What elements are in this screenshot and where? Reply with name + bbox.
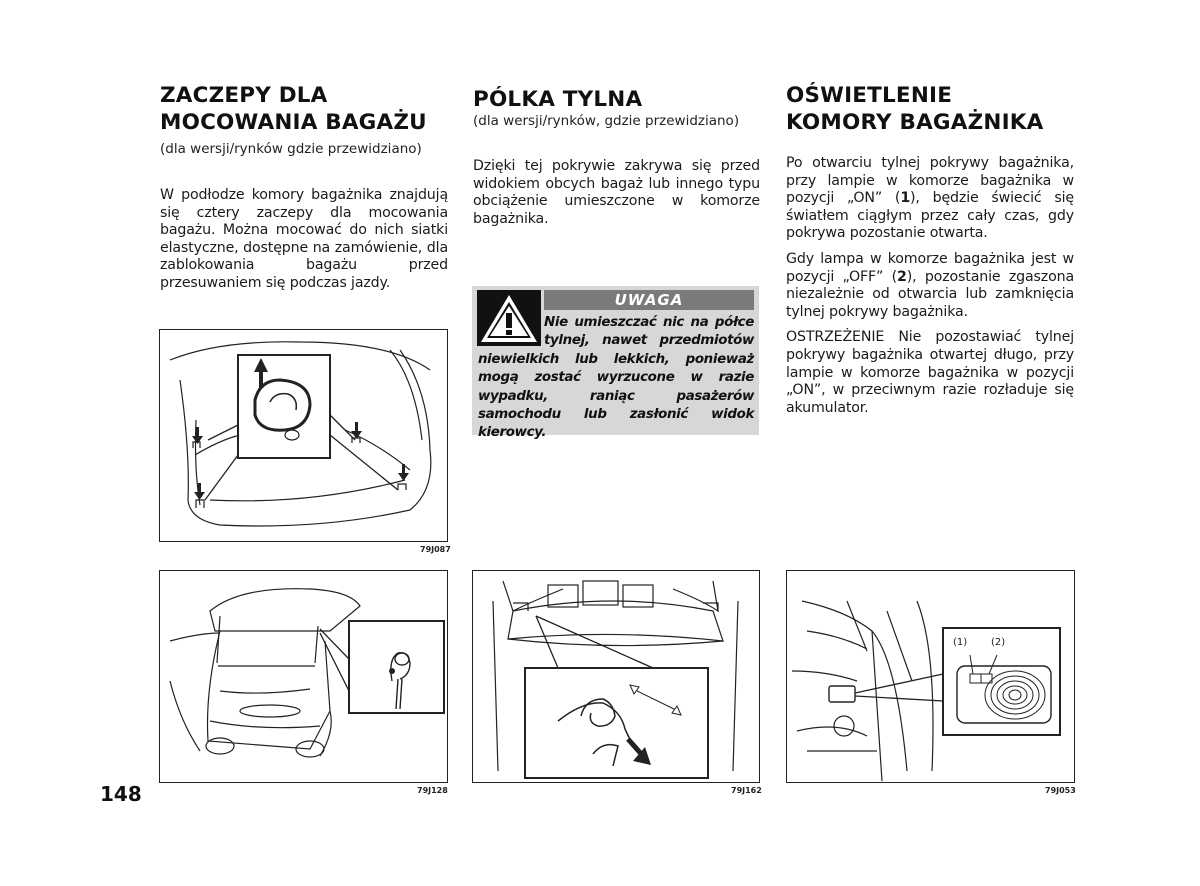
section-luggage-hooks [160,82,448,293]
paragraph-1-text-a: Po otwarciu tylnej pokrywy bagażnika, przy lampie w komorze bagażnika w pozycji „ON” ( [786,155,1074,207]
section-rear-shelf [473,82,760,228]
figure-trunk-lamp [786,570,1075,783]
section-trunk-light [786,82,1074,417]
section-subtitle: (dla wersji/rynków, gdzie przewidziano) [473,113,740,129]
page-number: 148 [100,782,142,806]
warning-text [478,314,754,443]
section-title-line1: OŚWIETLENIE [786,83,953,108]
paragraph-2-text-a: Gdy lampa w komorze bagażnika jest w pozycji „OFF” ( [786,250,1074,285]
figure-code: 79J162 [731,786,762,795]
warning-text-spacer [478,314,544,342]
paragraph-1 [786,155,1074,243]
figure-luggage-hooks [159,329,448,542]
lamp-position-2-label: (2) [991,637,1006,648]
trunk-lamp-illustration [787,571,1074,782]
paragraph-2-bold: 2 [896,268,907,285]
section-title: PÓLKA TYLNA [473,87,643,112]
paragraph-3: OSTRZEŻENIE Nie pozostawiać tylnej pokrywy bagażnika otwartej długo, przy lampie w komorze bagażnika w pozycji „ON”, w przeciwnym razie rozładuje się akumulator. [786,329,1074,416]
section-title-line2: MOCOWANIA BAGAŻU [160,110,427,135]
paragraph-2 [786,251,1074,321]
warning-label: UWAGA [544,290,754,310]
section-body: W podłodze komory bagażnika znajdują się cztery zaczepy dla mocowania bagażu. Można mocować do nich siatki elastyczne, dostępne na zamówienie, dla zablokowania bagażu przed przesuwaniem się podczas jazdy. [160,187,448,291]
warning-box [472,286,759,441]
figure-code: 79J087 [420,545,451,554]
section-title-line1: ZACZEPY DLA [160,83,328,108]
rear-shelf-illustration [473,571,759,782]
figure-rear-shelf [472,570,760,783]
figure-open-tailgate [159,570,448,783]
paragraph-1-text-b: ), będzie świecić się światłem ciągłym przez cały czas, gdy pokrywa pozostanie otwarta. [786,190,1074,242]
luggage-hooks-illustration [160,330,447,541]
warning-text-content: Nie umieszczać nic na półce tylnej, nawet przedmiotów niewielkich lub lekkich, ponieważ mogą zostać wyrzucone w razie wypadku, raniąc pasażerów samochodu lub zasłonić widok kierowcy. [478,315,754,441]
open-tailgate-illustration [160,571,447,782]
lamp-position-1-label: (1) [953,637,968,648]
paragraph-2-text-b: ), pozostanie zgaszona niezależnie od otwarcia lub zamknięcia tylnej pokrywy bagażnika. [786,268,1074,320]
figure-code: 79J128 [417,786,448,795]
paragraph-1-bold: 1 [900,190,911,207]
section-title-line2: KOMORY BAGAŻNIKA [786,110,1044,135]
figure-code: 79J053 [1045,786,1076,795]
section-subtitle: (dla wersji/rynków gdzie przewidziano) [160,141,422,157]
section-body: Dzięki tej pokrywie zakrywa się przed widokiem obcych bagaż lub innego typu obciążenie umieszczone w komorze bagażnika. [473,158,760,227]
